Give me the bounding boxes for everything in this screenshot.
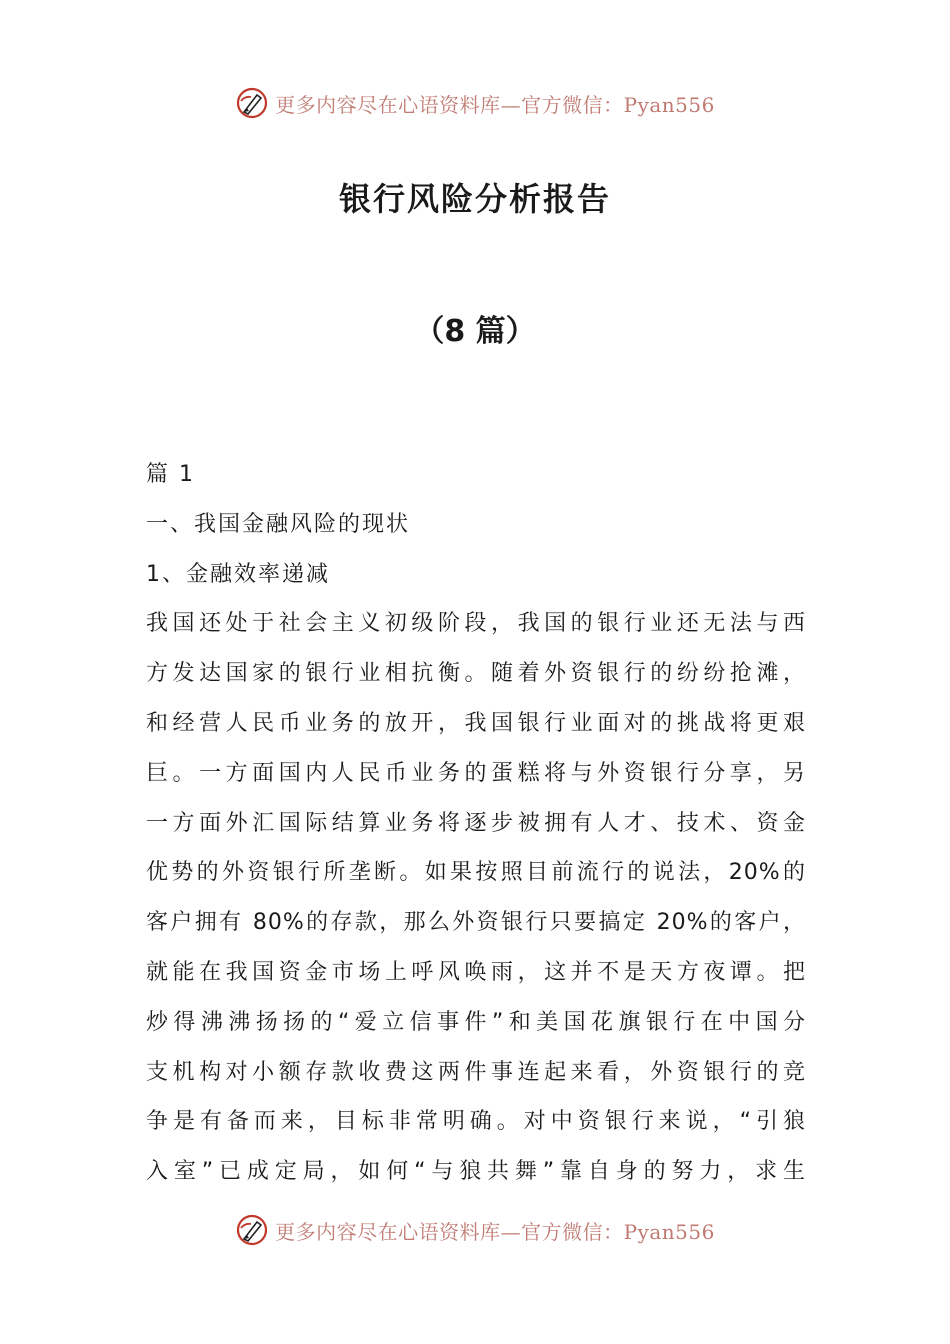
- footer-watermark: [0, 1213, 950, 1247]
- document-subtitle: （8 篇）: [414, 314, 536, 349]
- paragraph-line: 炒得沸沸扬扬的“爱立信事件”和美国花旗银行在中国分: [146, 1009, 806, 1035]
- paragraph-line: 支机构对小额存款收费这两件事连起来看，外资银行的竞: [146, 1059, 806, 1085]
- document-title: 银行风险分析报告: [338, 180, 611, 218]
- paragraph-line: 客户拥有 80%的存款，那么外资银行只要搞定 20%的客户，: [146, 910, 806, 936]
- paragraph-line: 一方面外汇国际结算业务将逐步被拥有人才、技术、资金: [146, 810, 806, 836]
- paragraph-line: 就能在我国资金市场上呼风唤雨，这并不是天方夜谭。把: [146, 959, 806, 985]
- section-label: 篇 1: [146, 462, 195, 487]
- watermark-text: 更多内容尽在心语资料库—官方微信：Pyan556: [275, 1219, 715, 1244]
- paragraph-line: 争是有备而来，目标非常明确。对中资银行来说，“引狼: [146, 1109, 806, 1135]
- pen-nib-circle-icon: [235, 1213, 269, 1247]
- header-watermark: [0, 86, 950, 120]
- paragraph-line: 我国还处于社会主义初级阶段，我国的银行业还无法与西: [146, 611, 806, 637]
- document-body: [146, 450, 806, 1197]
- heading-level-1: 一、我国金融风险的现状: [146, 511, 411, 537]
- paragraph-line: 优势的外资银行所垄断。如果按照目前流行的说法，20%的: [146, 860, 806, 886]
- pen-nib-circle-icon: [235, 86, 269, 120]
- paragraph-line: 巨。一方面国内人民币业务的蛋糕将与外资银行分享，另: [146, 760, 806, 786]
- paragraph-line: 和经营人民币业务的放开，我国银行业面对的挑战将更艰: [146, 710, 806, 736]
- heading-level-2: 1、金融效率递减: [146, 561, 330, 587]
- paragraph-line: 方发达国家的银行业相抗衡。随着外资银行的纷纷抢滩，: [146, 661, 806, 687]
- paragraph-line: 入室”已成定局，如何“与狼共舞”靠自身的努力，求生: [146, 1159, 806, 1185]
- watermark-text: 更多内容尽在心语资料库—官方微信：Pyan556: [275, 92, 715, 117]
